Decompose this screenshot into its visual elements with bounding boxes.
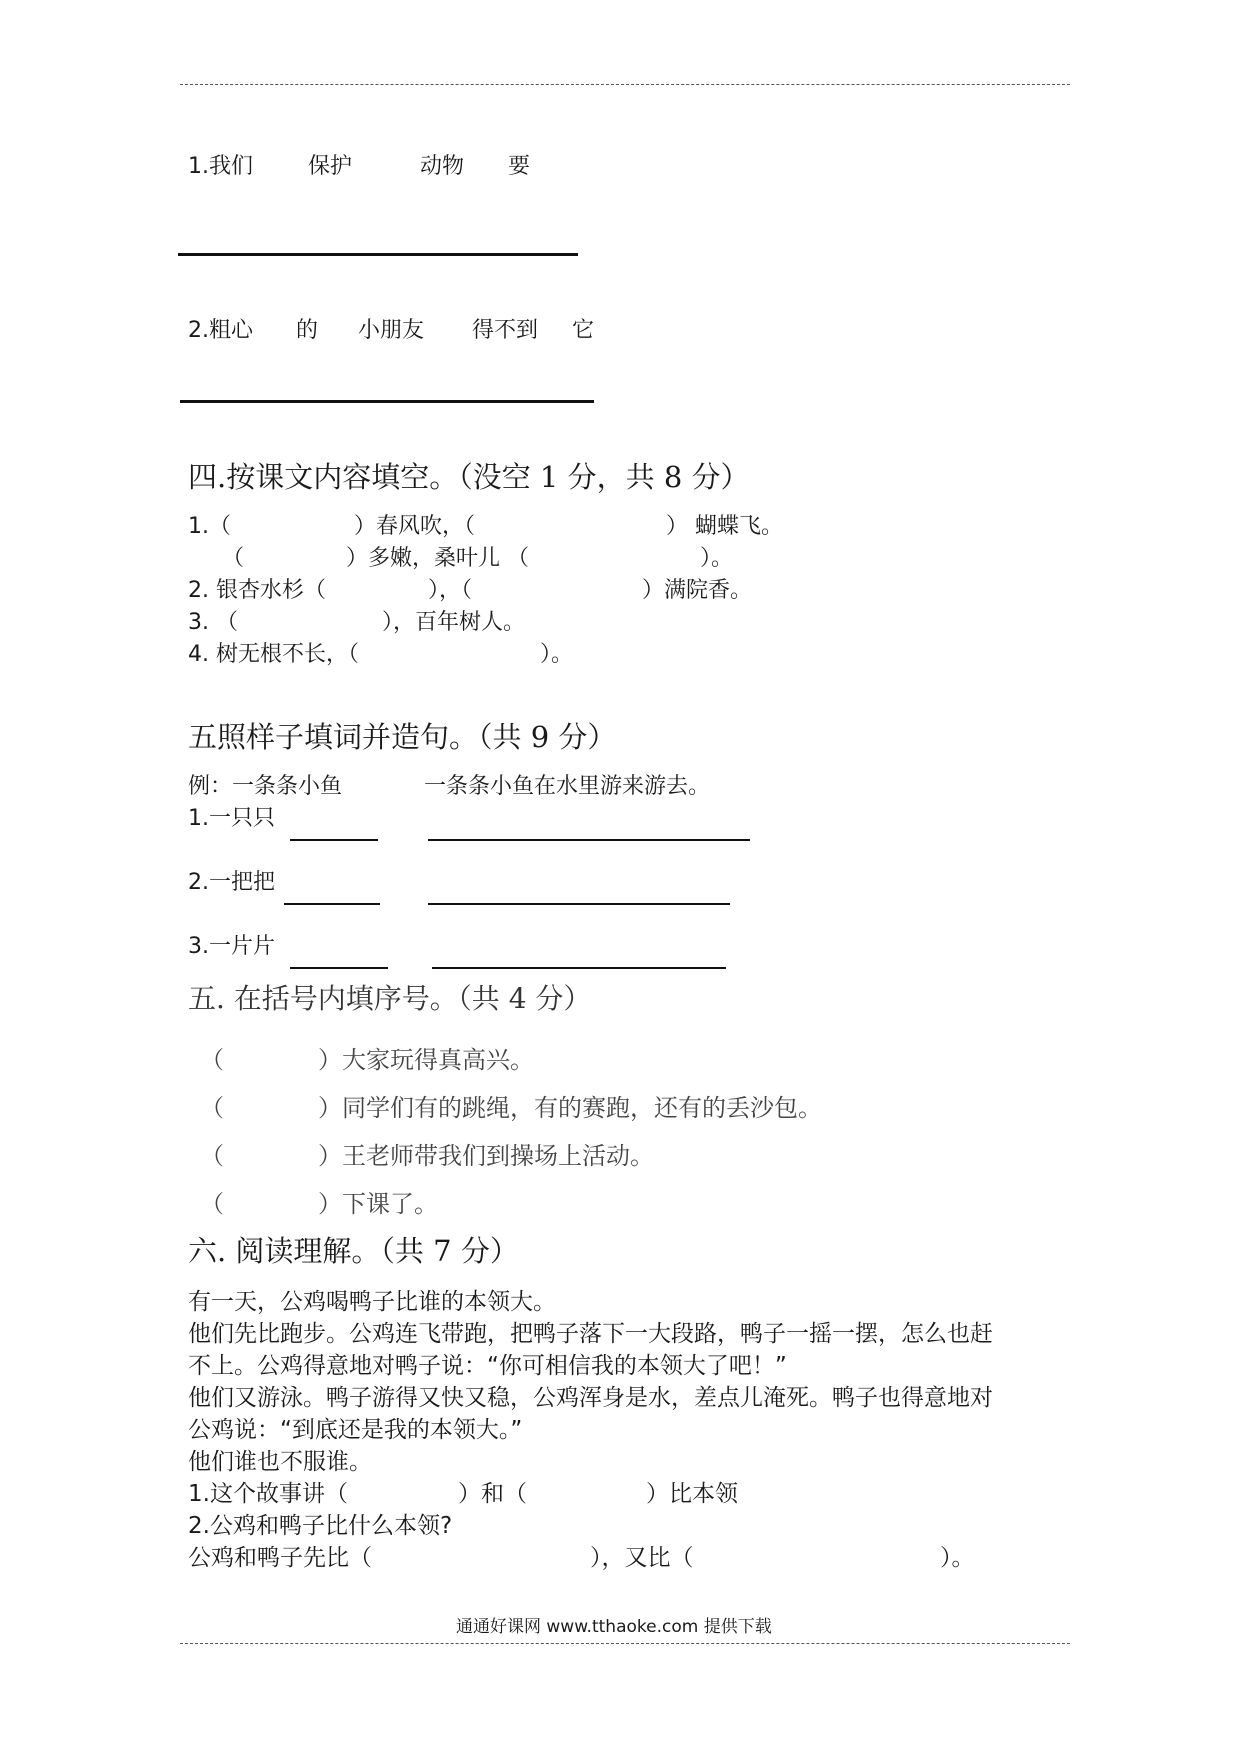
word-blank [284, 903, 380, 905]
open-paren: （ [200, 1046, 224, 1074]
fill-line: ），（ [428, 578, 473, 603]
passage-line: 他们先比跑步。公鸡连飞带跑，把鸭子落下一大段路，鸭子一摇一摆，怎么也赶 [188, 1321, 993, 1347]
fill-line: ）。 [700, 546, 734, 571]
question-text: 1.这个故事讲（ [188, 1481, 348, 1507]
question-text: ）。 [940, 1545, 975, 1571]
q3-s2-w1: 2.粗心 [188, 318, 253, 343]
passage-line: 他们又游泳。鸭子游得又快又稳，公鸡浑身是水，差点儿淹死。鸭子也得意地对 [188, 1385, 993, 1411]
fill-line: ） 蝴蝶飞。 [666, 514, 783, 539]
passage-line: 有一天，公鸡喝鸭子比谁的本领大。 [188, 1289, 556, 1315]
question-text: 2.公鸡和鸭子比什么本领? [188, 1513, 453, 1539]
sentence-blank [432, 967, 726, 969]
fill-line: （ [222, 546, 245, 571]
example-word: 例：一条条小鱼 [188, 774, 343, 799]
fill-item: 3.一片片 [188, 934, 275, 959]
question-text: 公鸡和鸭子先比（ [188, 1545, 372, 1571]
fill-line: ）春风吹，（ [354, 514, 476, 539]
fill-line: ），百年树人。 [382, 610, 526, 635]
q3-s1-w4: 要 [508, 154, 531, 179]
section-heading: 四.按课文内容填空。（没空 1 分，共 8 分） [188, 460, 750, 494]
order-item: ）大家玩得真高兴。 [318, 1046, 534, 1074]
fill-line: 3. （ [188, 610, 238, 635]
word-blank [290, 967, 388, 969]
order-item: ）下课了。 [318, 1190, 438, 1218]
fill-line: 4. 树无根不长，（ [188, 642, 359, 667]
passage-line: 不上。公鸡得意地对鸭子说：“你可相信我的本领大了吧！” [188, 1353, 787, 1379]
q3-s2-w2: 的 [296, 318, 319, 343]
order-item: ）王老师带我们到操场上活动。 [318, 1142, 654, 1170]
fill-line: 2. 银杏水杉（ [188, 578, 326, 603]
q3-s1-w2: 保护 [308, 154, 353, 179]
bottom-rule [180, 1643, 1070, 1644]
fill-line: ）多嫩，桑叶儿 （ [346, 546, 529, 571]
question-text: ），又比（ [590, 1545, 694, 1571]
fill-line: ）满院香。 [642, 578, 753, 603]
example-sentence: 一条条小鱼在水里游来游去。 [424, 774, 711, 799]
answer-line [180, 400, 594, 403]
q3-s2-w5: 它 [572, 318, 595, 343]
order-item: ）同学们有的跳绳，有的赛跑，还有的丢沙包。 [318, 1094, 822, 1122]
section-heading: 五照样子填词并造句。（共 9 分） [188, 720, 617, 754]
question-text: ）和（ [458, 1481, 527, 1507]
fill-item: 1.一只只 [188, 806, 275, 831]
q3-s1-w1: 1.我们 [188, 154, 253, 179]
word-blank [290, 839, 378, 841]
question-text: ）比本领 [646, 1481, 738, 1507]
footer-text: 通通好课网 www.tthaoke.com 提供下载 [456, 1617, 772, 1637]
passage-line: 公鸡说：“到底还是我的本领大。” [188, 1417, 523, 1443]
section-heading: 五. 在括号内填序号。（共 4 分） [188, 982, 592, 1015]
q3-s2-w4: 得不到 [472, 318, 539, 343]
fill-line: 1.（ [188, 514, 231, 539]
open-paren: （ [200, 1094, 224, 1122]
sentence-blank [428, 903, 730, 905]
sentence-blank [428, 839, 750, 841]
answer-line [178, 253, 578, 256]
open-paren: （ [200, 1190, 224, 1218]
q3-s1-w3: 动物 [420, 154, 465, 179]
fill-item: 2.一把把 [188, 870, 275, 895]
top-rule [180, 84, 1070, 85]
section-heading: 六. 阅读理解。（共 7 分） [188, 1234, 519, 1268]
passage-line: 他们谁也不服谁。 [188, 1449, 372, 1475]
open-paren: （ [200, 1142, 224, 1170]
fill-line: ）。 [540, 642, 574, 667]
q3-s2-w3: 小朋友 [358, 318, 425, 343]
